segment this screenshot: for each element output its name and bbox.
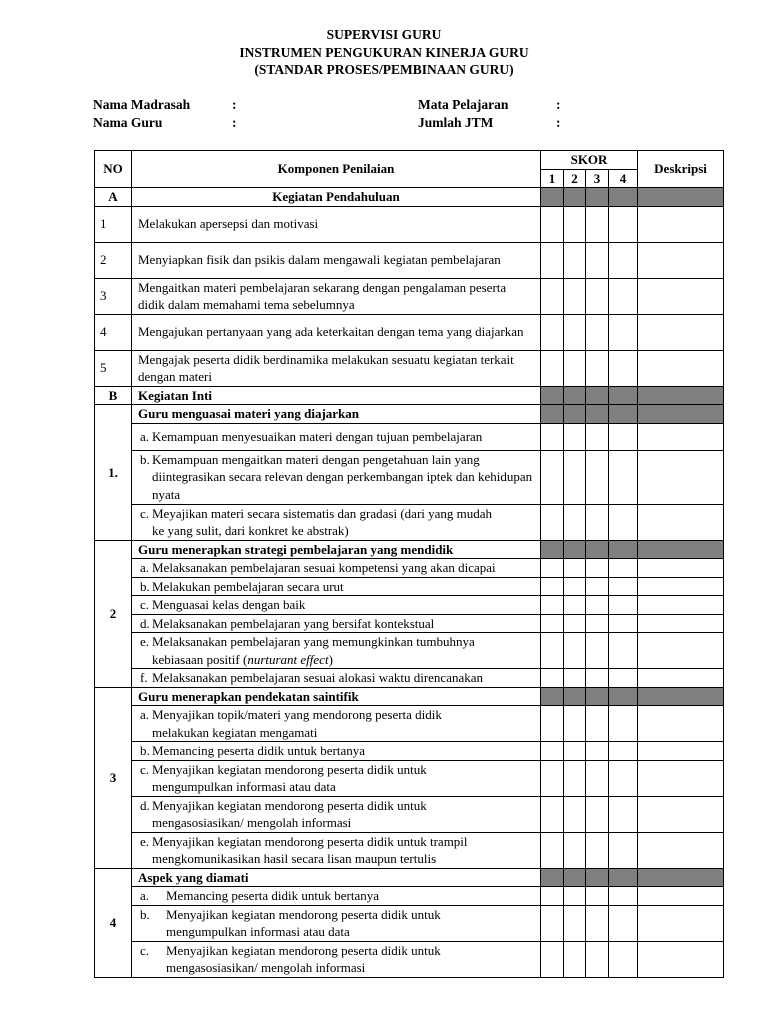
table-row — [95, 278, 724, 314]
row-text: Mengajukan pertanyaan yang ada keterkaitan dengan tema yang diajarkan — [132, 314, 541, 350]
section-a-no: A — [95, 188, 132, 207]
item-line: Kemampuan mengaitkan materi dengan pengetahuan lain yang — [152, 451, 480, 467]
shaded-cell — [541, 868, 564, 887]
group-2-title: Guru menerapkan strategi pembelajaran yang mendidik — [132, 540, 541, 559]
score-cell[interactable] — [564, 614, 586, 633]
item-line-part: ) — [328, 651, 333, 667]
table-row — [95, 832, 724, 868]
table-row — [95, 577, 724, 596]
shaded-cell — [541, 188, 564, 207]
score-cell[interactable] — [609, 577, 638, 596]
group-title-row — [95, 687, 724, 706]
row-no: 1 — [95, 206, 132, 242]
shaded-cell — [541, 386, 564, 405]
score-cell[interactable] — [564, 206, 586, 242]
item-line: Menyajikan kegiatan mendorong peserta didik untuk — [152, 797, 427, 813]
row-no: 4 — [95, 314, 132, 350]
shaded-cell — [638, 386, 724, 405]
shaded-cell — [638, 188, 724, 207]
group-title-row — [95, 405, 724, 424]
score-cell[interactable] — [586, 614, 609, 633]
table-row — [95, 760, 724, 796]
score-cell[interactable] — [564, 314, 586, 350]
shaded-cell — [586, 405, 609, 424]
score-cell[interactable] — [586, 796, 609, 832]
score-cell[interactable] — [586, 905, 609, 941]
score-cell[interactable] — [586, 450, 609, 504]
item-letter: f. — [140, 670, 148, 685]
score-cell[interactable] — [564, 669, 586, 688]
skor-1-header: 1 — [541, 169, 564, 188]
score-cell[interactable] — [609, 278, 638, 314]
score-cell[interactable] — [541, 423, 564, 450]
score-cell[interactable] — [586, 706, 609, 742]
nama-guru-label: Nama Guru — [93, 115, 163, 130]
score-cell[interactable] — [609, 596, 638, 615]
score-cell[interactable] — [586, 423, 609, 450]
item-text — [132, 450, 541, 504]
item-letter: c. — [140, 761, 150, 777]
section-b-title: Kegiatan Inti — [132, 386, 541, 405]
item-letter: b. — [140, 578, 150, 594]
score-cell[interactable] — [541, 559, 564, 578]
item-line: Melaksanakan pembelajaran sesuai kompetensi yang akan dicapai — [152, 560, 496, 575]
section-a-title: Kegiatan Pendahuluan — [132, 188, 541, 207]
group-2-no: 2 — [95, 540, 132, 687]
table-row — [95, 504, 724, 540]
row-no: 2 — [95, 242, 132, 278]
score-cell[interactable] — [609, 887, 638, 906]
item-letter: b. — [140, 451, 150, 467]
score-cell[interactable] — [564, 504, 586, 540]
shaded-cell — [586, 540, 609, 559]
section-b-no: B — [95, 386, 132, 405]
description-cell[interactable] — [638, 905, 724, 941]
score-cell[interactable] — [564, 577, 586, 596]
shaded-cell — [586, 386, 609, 405]
description-cell[interactable] — [638, 596, 724, 615]
item-line: Menyajikan kegiatan mendorong peserta didik untuk — [166, 942, 441, 958]
score-cell[interactable] — [586, 887, 609, 906]
skor-2-header: 2 — [564, 169, 586, 188]
col-deskripsi-header: Deskripsi — [638, 151, 724, 188]
score-cell[interactable] — [609, 559, 638, 578]
item-line: diintegrasikan secara relevan dengan perkembangan iptek dan kehidupan nyata — [152, 469, 533, 502]
shaded-cell — [609, 540, 638, 559]
score-cell[interactable] — [609, 423, 638, 450]
item-line: Menyajikan kegiatan mendorong peserta didik untuk — [166, 906, 441, 922]
item-line: Melaksanakan pembelajaran yang bersifat kontekstual — [152, 615, 435, 631]
row-no: 3 — [95, 278, 132, 314]
item-line: Memancing peserta didik untuk bertanya — [152, 743, 365, 758]
item-line: mengumpulkan informasi atau data — [166, 924, 350, 939]
score-cell[interactable] — [609, 832, 638, 868]
score-cell[interactable] — [609, 742, 638, 761]
score-cell[interactable] — [609, 206, 638, 242]
group-title-row — [95, 540, 724, 559]
description-cell[interactable] — [638, 577, 724, 596]
table-row — [95, 242, 724, 278]
score-cell[interactable] — [541, 796, 564, 832]
group-1-no: 1. — [95, 405, 132, 541]
score-cell[interactable] — [586, 760, 609, 796]
shaded-cell — [586, 687, 609, 706]
score-cell[interactable] — [564, 559, 586, 578]
jumlah-jtm-label: Jumlah JTM — [418, 115, 494, 130]
table-row — [95, 559, 724, 578]
description-cell[interactable] — [638, 760, 724, 796]
score-cell[interactable] — [609, 941, 638, 977]
col-skor-header: SKOR — [541, 151, 638, 170]
table-row — [95, 941, 724, 977]
item-line-part: kebiasaan positif ( — [152, 651, 248, 667]
shaded-cell — [541, 405, 564, 424]
jumlah-jtm-colon: : — [556, 115, 561, 130]
description-cell[interactable] — [638, 278, 724, 314]
score-cell[interactable] — [586, 941, 609, 977]
score-cell[interactable] — [564, 278, 586, 314]
item-letter: b. — [140, 743, 150, 758]
col-komponen-header: Komponen Penilaian — [132, 151, 541, 188]
shaded-cell — [564, 386, 586, 405]
score-cell[interactable] — [564, 796, 586, 832]
item-text — [132, 941, 541, 977]
group-3-title: Guru menerapkan pendekatan saintifik — [132, 687, 541, 706]
score-cell[interactable] — [564, 242, 586, 278]
score-cell[interactable] — [541, 278, 564, 314]
item-letter: c. — [140, 505, 150, 521]
score-cell[interactable] — [609, 760, 638, 796]
item-line: mengasosiasikan/ mengolah informasi — [166, 960, 366, 975]
score-cell[interactable] — [564, 350, 586, 386]
score-cell[interactable] — [541, 242, 564, 278]
section-row — [95, 188, 724, 207]
score-cell[interactable] — [586, 596, 609, 615]
score-cell[interactable] — [609, 633, 638, 669]
item-line: Meyajikan materi secara sistematis dan gradasi (dari yang mudah — [152, 505, 493, 521]
description-cell[interactable] — [638, 423, 724, 450]
title-line-1: SUPERVISI GURU — [326, 27, 442, 42]
description-cell[interactable] — [638, 314, 724, 350]
table-row — [95, 350, 724, 386]
score-cell[interactable] — [609, 905, 638, 941]
score-cell[interactable] — [586, 742, 609, 761]
shaded-cell — [609, 405, 638, 424]
description-cell[interactable] — [638, 832, 724, 868]
score-cell[interactable] — [609, 242, 638, 278]
score-cell[interactable] — [564, 423, 586, 450]
skor-3-header: 3 — [586, 169, 609, 188]
description-cell[interactable] — [638, 796, 724, 832]
score-cell[interactable] — [541, 577, 564, 596]
score-cell[interactable] — [541, 832, 564, 868]
shaded-cell — [638, 868, 724, 887]
score-cell[interactable] — [541, 941, 564, 977]
item-text — [132, 742, 541, 761]
score-cell[interactable] — [541, 614, 564, 633]
description-cell[interactable] — [638, 504, 724, 540]
score-cell[interactable] — [541, 905, 564, 941]
score-cell[interactable] — [541, 742, 564, 761]
item-line: melakukan kegiatan mengamati — [152, 724, 318, 740]
item-text — [132, 832, 541, 868]
score-cell[interactable] — [586, 504, 609, 540]
score-cell[interactable] — [564, 887, 586, 906]
shaded-cell — [541, 687, 564, 706]
item-letter: c. — [140, 942, 150, 958]
table-row — [95, 314, 724, 350]
score-cell[interactable] — [586, 314, 609, 350]
item-letter: a. — [140, 560, 150, 575]
score-cell[interactable] — [541, 669, 564, 688]
score-cell[interactable] — [586, 669, 609, 688]
title-line-3: (STANDAR PROSES/PEMBINAAN GURU) — [254, 62, 514, 77]
score-cell[interactable] — [564, 832, 586, 868]
item-line: Melaksanakan pembelajaran sesuai alokasi waktu direncanakan — [152, 670, 483, 685]
item-letter: c. — [140, 597, 150, 612]
shaded-cell — [609, 386, 638, 405]
item-line: Menyajikan kegiatan mendorong peserta didik untuk — [152, 761, 427, 777]
item-text — [132, 423, 541, 450]
score-cell[interactable] — [586, 633, 609, 669]
score-cell[interactable] — [541, 633, 564, 669]
document-title — [0, 26, 768, 79]
item-letter: d. — [140, 615, 150, 631]
shaded-cell — [564, 540, 586, 559]
score-cell[interactable] — [564, 706, 586, 742]
item-line: Memancing peserta didik untuk bertanya — [166, 888, 379, 903]
item-text — [132, 706, 541, 742]
table-row — [95, 669, 724, 688]
group-3-no: 3 — [95, 687, 132, 868]
table-row — [95, 614, 724, 633]
item-letter: b. — [140, 906, 150, 922]
shaded-cell — [586, 188, 609, 207]
score-cell[interactable] — [541, 450, 564, 504]
description-cell[interactable] — [638, 941, 724, 977]
score-cell[interactable] — [541, 206, 564, 242]
shaded-cell — [564, 687, 586, 706]
group-1-title: Guru menguasai materi yang diajarkan — [132, 405, 541, 424]
item-letter: a. — [140, 707, 150, 722]
table-row — [95, 596, 724, 615]
group-4-no: 4 — [95, 868, 132, 977]
description-cell[interactable] — [638, 614, 724, 633]
score-cell[interactable] — [609, 669, 638, 688]
description-cell[interactable] — [638, 887, 724, 906]
score-cell[interactable] — [541, 596, 564, 615]
score-cell[interactable] — [609, 350, 638, 386]
score-cell[interactable] — [609, 314, 638, 350]
table-row — [95, 742, 724, 761]
score-cell[interactable] — [609, 614, 638, 633]
row-text: Mengajak peserta didik berdinamika melakukan sesuatu kegiatan terkait dengan materi — [132, 350, 541, 386]
score-cell[interactable] — [564, 742, 586, 761]
group-4-title: Aspek yang diamati — [132, 868, 541, 887]
item-text — [132, 905, 541, 941]
assessment-table — [94, 150, 724, 978]
score-cell[interactable] — [564, 450, 586, 504]
shaded-cell — [638, 405, 724, 424]
item-text — [132, 577, 541, 596]
score-cell[interactable] — [586, 242, 609, 278]
shaded-cell — [541, 540, 564, 559]
shaded-cell — [586, 868, 609, 887]
table-row — [95, 423, 724, 450]
score-cell[interactable] — [609, 706, 638, 742]
score-cell[interactable] — [586, 350, 609, 386]
score-cell[interactable] — [609, 450, 638, 504]
nama-madrasah-colon: : — [232, 97, 237, 112]
mata-pelajaran-label: Mata Pelajaran — [418, 97, 509, 112]
item-text — [132, 760, 541, 796]
score-cell[interactable] — [564, 941, 586, 977]
shaded-cell — [609, 188, 638, 207]
item-text — [132, 633, 541, 669]
score-cell[interactable] — [586, 577, 609, 596]
score-cell[interactable] — [564, 905, 586, 941]
item-line: Menyajikan kegiatan mendorong peserta didik untuk trampil — [152, 833, 468, 849]
table-row — [95, 450, 724, 504]
item-line: ke yang sulit, dari konkret ke abstrak) — [152, 523, 349, 538]
item-text — [132, 559, 541, 578]
item-text — [132, 669, 541, 688]
row-text: Menyiapkan fisik dan psikis dalam mengawali kegiatan pembelajaran — [132, 242, 541, 278]
score-cell[interactable] — [564, 760, 586, 796]
shaded-cell — [564, 405, 586, 424]
row-text: Mengaitkan materi pembelajaran sekarang dengan pengalaman peserta didik dalam memahami tema sebelumnya — [132, 278, 541, 314]
table-row — [95, 905, 724, 941]
item-letter: d. — [140, 797, 150, 813]
shaded-cell — [564, 868, 586, 887]
item-letter: e. — [140, 833, 150, 849]
table-row — [95, 706, 724, 742]
nama-guru-colon: : — [232, 115, 237, 130]
nama-madrasah-label: Nama Madrasah — [93, 97, 191, 112]
item-line-italic: nurturant effect — [247, 651, 329, 667]
item-line: Melaksanakan pembelajaran yang memungkinkan tumbuhnya — [152, 634, 475, 649]
item-line: mengumpulkan informasi atau data — [152, 779, 336, 794]
row-text: Melakukan apersepsi dan motivasi — [132, 206, 541, 242]
score-cell[interactable] — [586, 206, 609, 242]
item-line: Kemampuan menyesuaikan materi dengan tujuan pembelajaran — [152, 428, 483, 444]
score-cell[interactable] — [564, 596, 586, 615]
item-line: mengkomunikasikan hasil secara lisan maupun tertulis — [152, 851, 437, 866]
item-letter: a. — [140, 428, 150, 444]
shaded-cell — [638, 687, 724, 706]
item-letter: a. — [140, 888, 150, 903]
group-title-row — [95, 868, 724, 887]
item-letter: e. — [140, 634, 150, 649]
description-cell[interactable] — [638, 742, 724, 761]
shaded-cell — [609, 687, 638, 706]
shaded-cell — [564, 188, 586, 207]
item-text — [132, 504, 541, 540]
item-line — [140, 651, 537, 669]
item-line: mengasosiasikan/ mengolah informasi — [152, 815, 352, 830]
item-text — [132, 887, 541, 906]
score-cell[interactable] — [586, 559, 609, 578]
score-cell[interactable] — [609, 504, 638, 540]
score-cell[interactable] — [541, 504, 564, 540]
description-cell[interactable] — [638, 706, 724, 742]
item-line: Menyajikan topik/materi yang mendorong peserta didik — [152, 707, 442, 722]
score-cell[interactable] — [609, 796, 638, 832]
description-cell[interactable] — [638, 350, 724, 386]
description-cell[interactable] — [638, 633, 724, 669]
score-cell[interactable] — [541, 350, 564, 386]
score-cell[interactable] — [541, 314, 564, 350]
score-cell[interactable] — [541, 760, 564, 796]
score-cell[interactable] — [586, 278, 609, 314]
item-text — [132, 614, 541, 633]
item-line: Menguasai kelas dengan baik — [152, 597, 306, 612]
row-no: 5 — [95, 350, 132, 386]
item-line: Melakukan pembelajaran secara urut — [152, 578, 344, 594]
title-line-2: INSTRUMEN PENGUKURAN KINERJA GURU — [239, 44, 529, 60]
table-row — [95, 633, 724, 669]
section-row — [95, 386, 724, 405]
description-cell[interactable] — [638, 242, 724, 278]
score-cell[interactable] — [541, 887, 564, 906]
table-header-row — [95, 151, 724, 170]
item-text — [132, 796, 541, 832]
table-row — [95, 887, 724, 906]
description-cell[interactable] — [638, 450, 724, 504]
table-row — [95, 796, 724, 832]
description-cell[interactable] — [638, 669, 724, 688]
skor-4-header: 4 — [609, 169, 638, 188]
shaded-cell — [609, 868, 638, 887]
description-cell[interactable] — [638, 206, 724, 242]
shaded-cell — [638, 540, 724, 559]
score-cell[interactable] — [564, 633, 586, 669]
score-cell[interactable] — [586, 832, 609, 868]
score-cell[interactable] — [541, 706, 564, 742]
item-text — [132, 596, 541, 615]
col-no-header: NO — [95, 151, 132, 188]
mata-pelajaran-colon: : — [556, 97, 561, 112]
table-row — [95, 206, 724, 242]
description-cell[interactable] — [638, 559, 724, 578]
